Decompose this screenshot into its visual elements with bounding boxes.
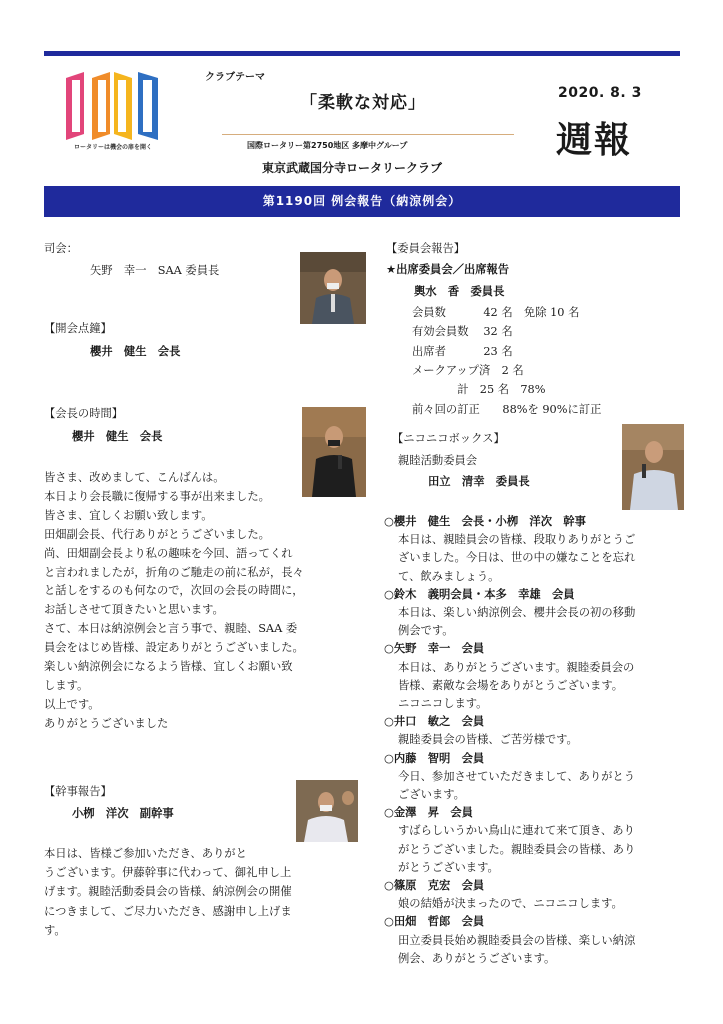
secretary-heading: 【幹事報告】 <box>44 785 112 798</box>
remark-line: お話しさせて頂きたいと思います。 <box>44 603 224 617</box>
committee-heading: 【委員会報告】 <box>386 242 466 255</box>
entry-line: すばらしいうかい鳥山に連れて来て頂き、あり <box>398 824 635 838</box>
remark-line: と言われましたが，折角のご馳走の前に私が，長々 <box>44 565 304 579</box>
rotary-doors-logo <box>62 70 162 148</box>
remark-line: 員会をはじめ皆様、設定ありがとうございました。 <box>44 641 304 655</box>
entry-line: 例会です。 <box>398 624 454 638</box>
opening-heading: 【開会点鐘】 <box>44 322 112 335</box>
theme-label: クラブテーマ <box>205 72 265 83</box>
divider-line <box>222 134 514 135</box>
remark-line: 本日より会長職に復帰する事が出来ました。 <box>44 489 270 503</box>
attendance-chair: 輿水 香 委員長 <box>414 284 505 298</box>
remark-line: 田畑副会長、代行ありがとうございました。 <box>44 527 270 541</box>
attendance-line: メークアップ済 2 名 <box>412 363 524 377</box>
nikoniko-photo <box>622 424 684 510</box>
entry-line: 親睦委員会の皆様、ご苦労様です。 <box>398 733 578 747</box>
remark-line: 以上です。 <box>44 697 100 711</box>
entry-line: がとうございました。親睦委員会の皆様、あり <box>398 842 636 856</box>
entry-line: 本日は、親睦員会の皆様、段取りありがとうご <box>398 533 636 547</box>
mc-photo <box>300 252 366 324</box>
president-photo <box>302 407 366 497</box>
remark-line: 本日は、皆様ご参加いただき、ありがと <box>44 847 247 860</box>
entry-line: 今日、参加させていただきまして、ありがとう <box>398 769 636 783</box>
remark-line: します。 <box>44 678 89 692</box>
club-theme: 「柔軟な対応」 <box>300 93 426 113</box>
entry-name: ○矢野 幸一 会員 <box>384 641 485 656</box>
entry-line: て、飲みましょう。 <box>398 569 500 583</box>
entry-line: ざいました。今日は、世の中の嫌なことを忘れ <box>398 551 636 565</box>
entry-line: 田立委員長始め親睦委員会の皆様、楽しい納涼 <box>398 933 636 947</box>
remark-line: 尚、田畑副会長より私の趣味を今回、語ってくれ <box>44 546 293 560</box>
entry-line: ございます。 <box>398 788 465 801</box>
entry-line: 本日は、楽しい納涼例会、櫻井会長の初の移動 <box>398 606 636 619</box>
attendance-line: 会員数 42 名 免除 10 名 <box>412 306 580 319</box>
attendance-line: 有効会員数 32 名 <box>412 325 513 339</box>
entry-line: 例会、ありがとうございます。 <box>398 951 556 965</box>
remark-line: と話しをするのも何なので，次回の会長の時間に， <box>44 584 304 598</box>
attendance-line: 前々回の訂正 88%を 90%に訂正 <box>412 402 602 416</box>
entry-line: ニコニコします。 <box>398 697 488 710</box>
opening-name: 櫻井 健生 会長 <box>90 344 181 358</box>
attendance-line: 出席者 23 名 <box>412 344 513 358</box>
remark-line: ありがとうございました <box>44 716 169 730</box>
remark-line: げます。親睦活動委員会の皆様、納涼例会の開催 <box>44 885 292 899</box>
secretary-photo <box>296 780 358 842</box>
nikoniko-committee: 親睦活動委員会 <box>398 454 478 467</box>
entry-name: ○金澤 昇 会員 <box>384 805 473 820</box>
remark-line: 皆さま、改めまして、こんばんは。 <box>44 471 225 484</box>
club-name: 東京武蔵国分寺ロータリークラブ <box>262 161 443 175</box>
entry-line: 娘の結婚が決まったので、ニコニコします。 <box>398 897 623 911</box>
mc-heading: 司会： <box>44 242 78 255</box>
remark-line: 皆さま、宜しくお願い致します。 <box>44 508 213 522</box>
entry-line: 本日は、ありがとうございます。親睦委員会の <box>398 660 635 674</box>
entry-name: ○井口 敏之 会員 <box>384 714 485 729</box>
meeting-banner: 第1190回 例会報告（納涼例会） <box>44 186 680 217</box>
remark-line: うございます。伊藤幹事に代わって、御礼申し上 <box>44 866 292 880</box>
remark-line: 楽しい納涼例会になるよう皆様、宜しくお願い致 <box>44 660 293 673</box>
entry-name: ○田畑 哲郎 会員 <box>384 914 485 929</box>
secretary-name: 小栁 洋次 副幹事 <box>72 806 174 820</box>
entry-line: 皆様、素敵な会場をありがとうございます。 <box>398 678 624 692</box>
remark-line: す。 <box>44 923 66 937</box>
entry-name: ○内藤 智明 会員 <box>384 750 485 765</box>
attendance-heading: ★出席委員会／出席報告 <box>386 263 510 276</box>
issue-date: 2020. 8. 3 <box>558 85 642 101</box>
top-rule <box>44 51 680 56</box>
president-heading: 【会長の時間】 <box>44 407 124 420</box>
nikoniko-chair: 田立 清幸 委員長 <box>428 474 530 488</box>
remark-line: さて、本日は納涼例会と言う事で、親睦、SAA 委 <box>44 622 298 636</box>
entry-line: がとうございます。 <box>398 860 499 874</box>
mc-name: 矢野 幸一 SAA 委員長 <box>90 264 220 277</box>
logo-caption: ロータリーは機会の扉を開く <box>73 144 152 151</box>
entry-name: ○鈴木 義明会員・本多 幸雄 会員 <box>384 586 575 601</box>
attendance-line: 計 25 名 78% <box>412 383 546 397</box>
remark-line: につきまして、ご尽力いただき、感謝申し上げま <box>44 904 292 918</box>
district-line: 国際ロータリー第2750地区 多摩中グループ <box>247 141 408 150</box>
entry-name: ○篠原 克宏 会員 <box>384 878 485 892</box>
president-name: 櫻井 健生 会長 <box>72 429 163 443</box>
page-title: 週報 <box>556 120 633 161</box>
nikoniko-heading: 【ニコニコボックス】 <box>392 432 505 445</box>
entry-name: ○櫻井 健生 会長・小栁 洋次 幹事 <box>384 514 586 528</box>
